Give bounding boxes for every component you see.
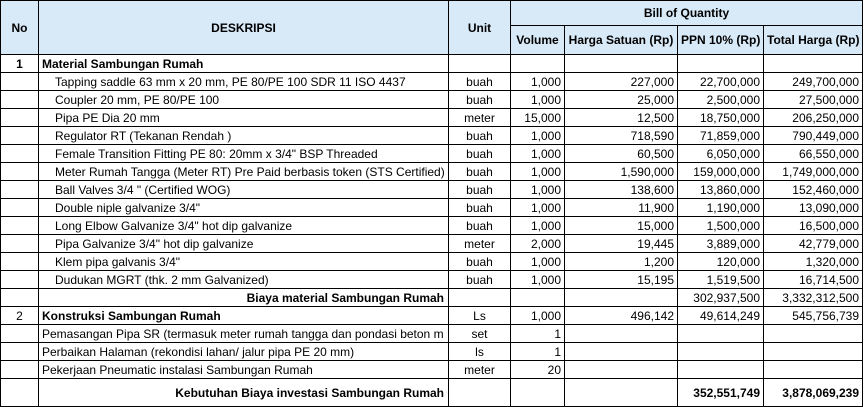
item-ppn: 18,750,000 [678,109,764,127]
item-total: 1,749,000,000 [764,163,863,181]
item-ppn: 13,860,000 [678,181,764,199]
row-no-cell [1,109,39,127]
material-row [1,199,863,217]
material-row [1,127,863,145]
item-unit: buah [449,271,511,289]
item-harga-satuan [565,343,678,361]
item-volume: 20 [511,361,565,379]
item-harga-satuan: 15,195 [565,271,678,289]
item-volume: 1 [511,343,565,361]
row-no-cell [1,199,39,217]
section1-subtotal-ppn: 302,937,500 [678,289,764,307]
item-volume: 1,000 [511,73,565,91]
item-total: 206,250,000 [764,109,863,127]
row-no-cell [1,181,39,199]
item-ppn: 120,000 [678,253,764,271]
item-description: Dudukan MGRT (thk. 2 mm Galvanized) [39,271,449,289]
item-unit: buah [449,127,511,145]
item-total: 249,700,000 [764,73,863,91]
construction-row [1,361,863,379]
grand-total-ppn: 352,551,749 [678,379,764,407]
item-unit: buah [449,145,511,163]
item-volume: 1,000 [511,181,565,199]
col-header-total: Total Harga (Rp) [764,26,863,55]
section2-ppn: 49,614,249 [678,307,764,325]
item-unit: meter [449,109,511,127]
item-harga-satuan: 138,600 [565,181,678,199]
item-unit: buah [449,181,511,199]
grand-total-label: Kebutuhan Biaya investasi Sambungan Rumah [39,379,449,407]
item-total: 16,714,500 [764,271,863,289]
item-total: 790,449,000 [764,127,863,145]
item-ppn: 6,050,000 [678,145,764,163]
row-no-cell [1,361,39,379]
item-volume: 1,000 [511,145,565,163]
row-no-cell [1,253,39,271]
item-harga-satuan: 718,590 [565,127,678,145]
material-row [1,235,863,253]
col-header-ppn: PPN 10% (Rp) [678,26,764,55]
col-header-volume: Volume [511,26,565,55]
item-description: Regulator RT (Tekanan Rendah ) [39,127,449,145]
item-total: 16,500,000 [764,217,863,235]
item-unit: buah [449,217,511,235]
row-no-cell [1,271,39,289]
item-volume: 1,000 [511,199,565,217]
item-volume: 2,000 [511,235,565,253]
item-description: Ball Valves 3/4 " (Certified WOG) [39,181,449,199]
item-description: Pekerjaan Pneumatic instalasi Sambungan Rumah [39,361,449,379]
item-ppn: 3,889,000 [678,235,764,253]
item-description: Perbaikan Halaman (rekondisi lahan/ jalur pipa PE 20 mm) [39,343,449,361]
row-no-cell [1,145,39,163]
item-description: Pipa Galvanize 3/4" hot dip galvanize [39,235,449,253]
material-row [1,163,863,181]
item-ppn: 1,519,500 [678,271,764,289]
section2-no: 2 [1,307,39,325]
item-harga-satuan: 12,500 [565,109,678,127]
row-no-cell [1,163,39,181]
col-header-unit: Unit [449,1,511,55]
item-unit: meter [449,235,511,253]
item-unit: ls [449,343,511,361]
item-volume: 1,000 [511,91,565,109]
item-harga-satuan [565,325,678,343]
item-volume: 1,000 [511,217,565,235]
item-unit: buah [449,73,511,91]
item-unit: meter [449,361,511,379]
item-description: Long Elbow Galvanize 3/4" hot dip galvanize [39,217,449,235]
item-harga-satuan [565,361,678,379]
item-description: Pemasangan Pipa SR (termasuk meter rumah tangga dan pondasi beton m [39,325,449,343]
material-row [1,91,863,109]
material-row [1,253,863,271]
row-no-cell [1,325,39,343]
section2-total: 545,756,739 [764,307,863,325]
section1-subtotal-total: 3,332,312,500 [764,289,863,307]
item-unit: set [449,325,511,343]
material-row [1,73,863,91]
grand-total-total: 3,878,069,239 [764,379,863,407]
item-description: Double niple galvanize 3/4" [39,199,449,217]
col-header-harga-satuan: Harga Satuan (Rp) [565,26,678,55]
item-description: Klem pipa galvanis 3/4" [39,253,449,271]
row-no-cell [1,91,39,109]
material-row [1,145,863,163]
item-harga-satuan: 1,200 [565,253,678,271]
item-harga-satuan: 1,590,000 [565,163,678,181]
material-row [1,181,863,199]
item-harga-satuan: 19,445 [565,235,678,253]
item-ppn: 22,700,000 [678,73,764,91]
section1-title: Material Sambungan Rumah [39,55,449,73]
item-ppn [678,343,764,361]
material-row [1,217,863,235]
row-no-cell [1,127,39,145]
row-no-cell [1,73,39,91]
section2-unit: Ls [449,307,511,325]
col-header-boq: Bill of Quantity [511,1,863,26]
item-total [764,361,863,379]
item-unit: buah [449,253,511,271]
item-harga-satuan: 25,000 [565,91,678,109]
item-harga-satuan: 60,500 [565,145,678,163]
item-description: Pipa PE Dia 20 mm [39,109,449,127]
col-header-no: No [1,1,39,55]
item-volume: 1,000 [511,253,565,271]
item-unit: buah [449,163,511,181]
item-volume: 15,000 [511,109,565,127]
grand-total-row [1,379,863,407]
item-ppn: 2,500,000 [678,91,764,109]
item-unit: buah [449,199,511,217]
section1-subtotal-label: Biaya material Sambungan Rumah [39,289,449,307]
item-unit: buah [449,91,511,109]
item-total: 13,090,000 [764,199,863,217]
item-ppn: 1,500,000 [678,217,764,235]
item-description: Tapping saddle 63 mm x 20 mm, PE 80/PE 100 SDR 11 ISO 4437 [39,73,449,91]
item-ppn [678,361,764,379]
section2-harga: 496,142 [565,307,678,325]
row-no-cell [1,343,39,361]
item-total: 27,500,000 [764,91,863,109]
section1-no: 1 [1,55,39,73]
item-total [764,325,863,343]
item-volume: 1,000 [511,271,565,289]
section1-subtotal-row [1,289,863,307]
item-volume: 1,000 [511,163,565,181]
item-total: 42,779,000 [764,235,863,253]
item-harga-satuan: 227,000 [565,73,678,91]
section2-header-row [1,307,863,325]
item-total: 1,320,000 [764,253,863,271]
construction-row [1,343,863,361]
item-total: 152,460,000 [764,181,863,199]
material-row [1,109,863,127]
item-harga-satuan: 15,000 [565,217,678,235]
item-total [764,343,863,361]
item-harga-satuan: 11,900 [565,199,678,217]
item-ppn: 159,000,000 [678,163,764,181]
row-no-cell [1,235,39,253]
item-description: Meter Rumah Tangga (Meter RT) Pre Paid berbasis token (STS Certified) [39,163,449,181]
section1-header-row [1,55,863,73]
section2-title: Konstruksi Sambungan Rumah [39,307,449,325]
item-ppn: 71,859,000 [678,127,764,145]
item-total: 66,550,000 [764,145,863,163]
item-volume: 1 [511,325,565,343]
item-description: Coupler 20 mm, PE 80/PE 100 [39,91,449,109]
construction-row [1,325,863,343]
section2-volume: 1,000 [511,307,565,325]
item-volume: 1,000 [511,127,565,145]
item-ppn [678,325,764,343]
row-no-cell [1,217,39,235]
material-row [1,271,863,289]
item-ppn: 1,190,000 [678,199,764,217]
col-header-deskripsi: DESKRIPSI [39,1,449,55]
item-description: Female Transition Fitting PE 80: 20mm x 3/4" BSP Threaded [39,145,449,163]
